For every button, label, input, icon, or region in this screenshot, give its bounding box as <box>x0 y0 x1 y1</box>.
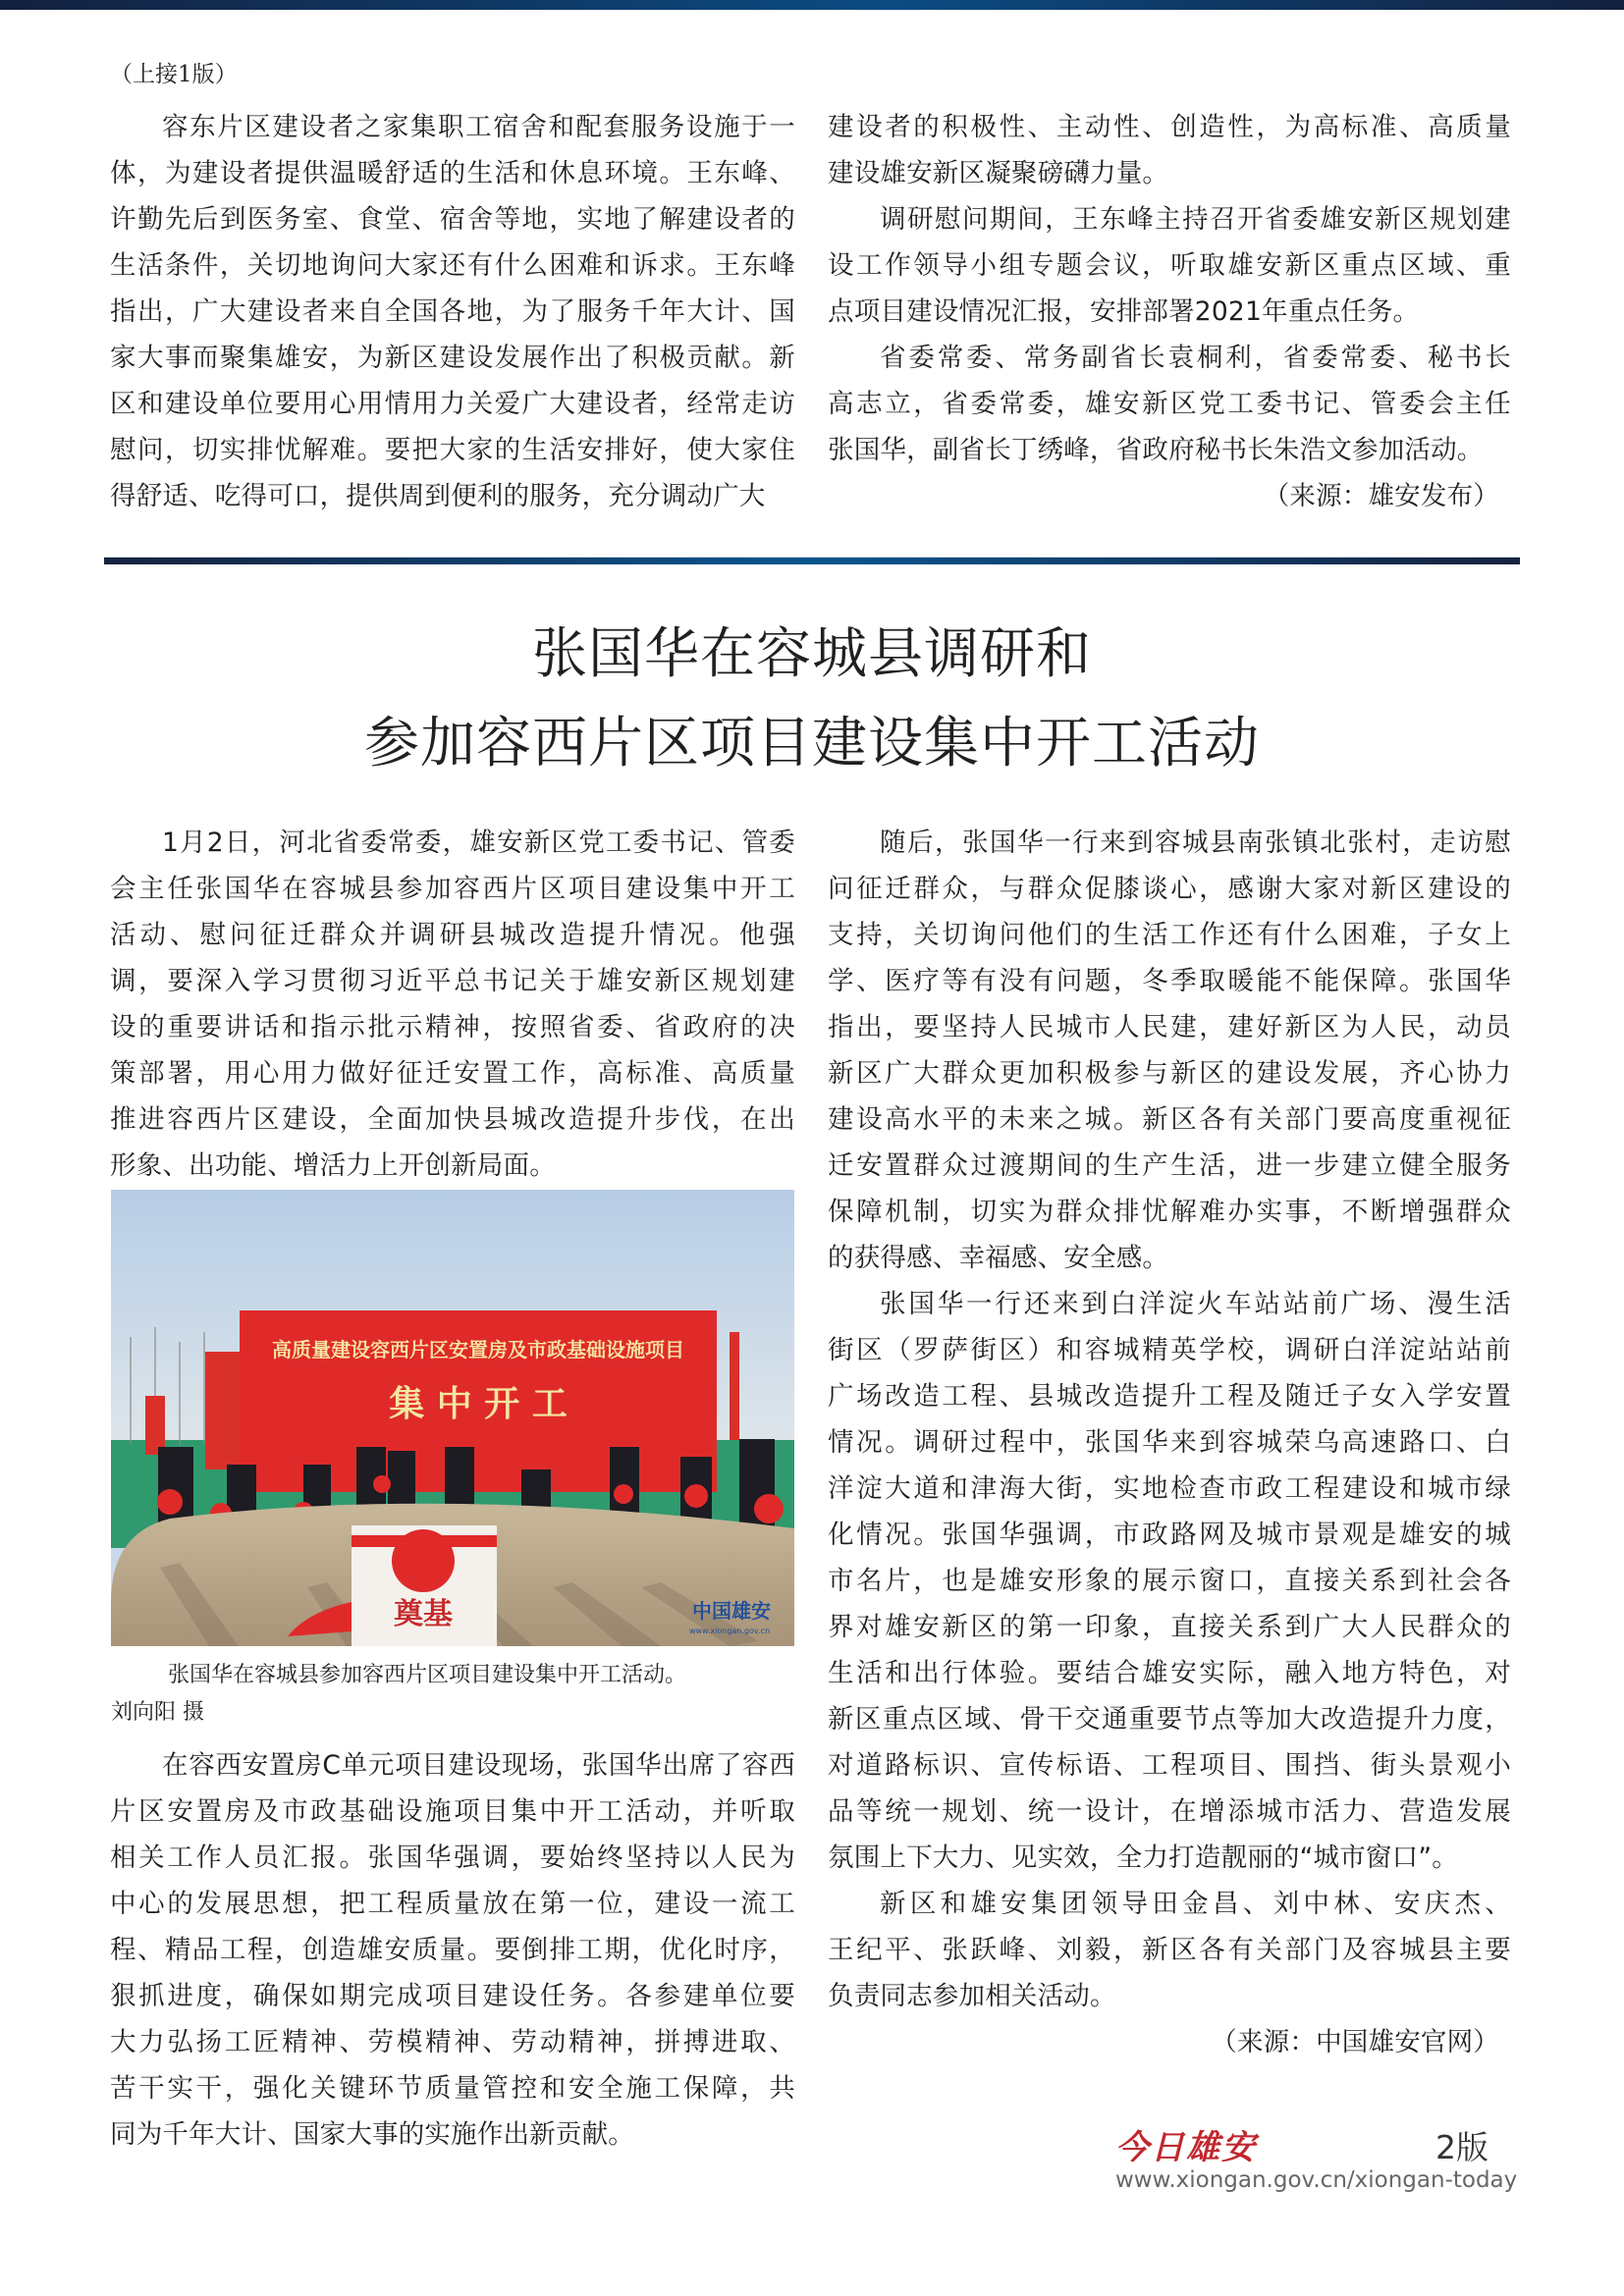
article-left-paragraph-2 <box>110 1742 795 2158</box>
text-line: 氛围上下大力、见实效，全力打造靓丽的“城市窗口”。 <box>828 1842 1458 1873</box>
text-line: 中心的发展思想，把工程质量放在第一位，建设一流工 <box>110 1889 795 1919</box>
text-line: 家大事而聚集雄安，为新区建设发展作出了积极贡献。新 <box>110 343 795 373</box>
text-line: 活动、慰问征迁群众并调研县城改造提升情况。他强 <box>110 920 795 950</box>
text-line: 建设雄安新区凝聚磅礴力量。 <box>828 158 1169 188</box>
text-line: 新区广大群众更加积极参与新区的建设发展，齐心协力 <box>828 1058 1511 1089</box>
text-line: 随后，张国华一行来到容城县南张镇北张村，走访慰 <box>880 828 1511 858</box>
article-left-paragraph-1 <box>110 820 795 1189</box>
text-line: 建设者的积极性、主动性、创造性，为高标准、高质量 <box>828 112 1511 142</box>
text-line: 张国华，副省长丁绣峰，省政府秘书长朱浩文参加活动。 <box>828 435 1484 465</box>
banner-text-2: 集 中 开 工 <box>389 1384 568 1424</box>
banner-text-1: 高质量建设容西片区安置房及市政基础设施项目 <box>272 1338 684 1362</box>
text-line: 在容西安置房C单元项目建设现场，张国华出席了容西 <box>162 1750 795 1781</box>
article-title-line-2: 参加容西片区项目建设集中开工活动 <box>364 712 1260 775</box>
text-line: 问征迁群众，与群众促膝谈心，感谢大家对新区建设的 <box>828 874 1511 904</box>
text-line: 的获得感、幸福感、安全感。 <box>828 1243 1169 1273</box>
section-divider <box>104 557 1520 564</box>
text-line: 新区重点区域、骨干交通重要节点等加大改造提升力度， <box>828 1704 1511 1735</box>
watermark-url: www.xiongan.gov.cn <box>688 1627 771 1635</box>
text-line: 建设高水平的未来之城。新区各有关部门要高度重视征 <box>828 1104 1511 1135</box>
text-line: 负责同志参加相关活动。 <box>828 1981 1116 2011</box>
stone-text: 奠基 <box>394 1597 453 1631</box>
text-line: 指出，广大建设者来自全国各地，为了服务千年大计、国 <box>110 296 795 327</box>
text-line: 保障机制，切实为群众排忧解难办实事，不断增强群众 <box>828 1197 1511 1227</box>
text-line: 区和建设单位要用心用情用力关爱广大建设者，经常走访 <box>110 389 795 419</box>
article-title-line-1: 张国华在容城县调研和 <box>532 622 1092 686</box>
text-line: 狠抓进度，确保如期完成项目建设任务。各参建单位要 <box>110 1981 795 2011</box>
text-line: 调研慰问期间，王东峰主持召开省委雄安新区规划建 <box>880 204 1511 235</box>
caption-text: 张国华在容城县参加容西片区项目建设集中开工活动。 <box>168 1663 687 1687</box>
publication-logo: 今日雄安 <box>1115 2128 1257 2167</box>
photo-illustration <box>111 1190 794 1646</box>
text-line: 广场改造工程、县城改造提升工程及随迁子女入学安置 <box>828 1381 1511 1412</box>
text-line: 王纪平、张跃峰、刘毅，新区各有关部门及容城县主要 <box>828 1935 1511 1965</box>
text-line: 生活和出行体验。要结合雄安实际，融入地方特色，对 <box>828 1658 1511 1688</box>
photo-credit: 刘向阳 摄 <box>111 1700 204 1725</box>
text-line: 支持，关切询问他们的生活工作还有什么困难，子女上 <box>828 920 1511 950</box>
text-line: 慰问，切实排忧解难。要把大家的生活安排好，使大家住 <box>110 435 795 465</box>
text-line: 许勤先后到医务室、食堂、宿舍等地，实地了解建设者的 <box>110 204 795 235</box>
text-line: 化情况。张国华强调，市政路网及城市景观是雄安的城 <box>828 1520 1511 1550</box>
text-line: 容东片区建设者之家集职工宿舍和配套服务设施于一 <box>162 112 795 142</box>
text-line: 策部署，用心用力做好征迁安置工作，高标准、高质量 <box>110 1058 795 1089</box>
text-line: 洋淀大道和津海大街，实地检查市政工程建设和城市绿 <box>828 1473 1511 1504</box>
text-line: 指出，要坚持人民城市人民建，建好新区为人民，动员 <box>828 1012 1511 1042</box>
continued-from-note: （上接1版） <box>110 62 238 87</box>
text-line: 推进容西片区建设，全面加快县城改造提升步伐，在出 <box>110 1104 795 1135</box>
text-line: 得舒适、吃得可口，提供周到便利的服务，充分调动广大 <box>110 481 766 511</box>
text-line: 会主任张国华在容城县参加容西片区项目建设集中开工 <box>110 874 795 904</box>
article-right-column <box>828 820 1511 2065</box>
text-line: 市名片，也是雄安形象的展示窗口，直接关系到社会各 <box>828 1566 1511 1596</box>
text-line: 张国华一行还来到白洋淀火车站站前广场、漫生活 <box>880 1289 1511 1319</box>
text-line: 苦干实干，强化关键环节质量管控和安全施工保障，共 <box>110 2073 795 2104</box>
groundbreaking-photo <box>111 1190 794 1646</box>
text-line: 片区安置房及市政基础设施项目集中开工活动，并听取 <box>110 1796 795 1827</box>
text-line: 相关工作人员汇报。张国华强调，要始终坚持以人民为 <box>110 1842 795 1873</box>
text-line: 同为千年大计、国家大事的实施作出新贡献。 <box>110 2119 634 2150</box>
text-line: 街区（罗萨街区）和容城精英学校，调研白洋淀站站前 <box>828 1335 1511 1365</box>
text-line: 设的重要讲话和指示批示精神，按照省委、省政府的决 <box>110 1012 795 1042</box>
text-line: 品等统一规划、统一设计，在增添城市活力、营造发展 <box>828 1796 1511 1827</box>
text-line: 省委常委、常务副省长袁桐利，省委常委、秘书长 <box>880 343 1511 373</box>
publication-url[interactable]: www.xiongan.gov.cn/xiongan-today <box>1115 2167 1518 2193</box>
text-line: 设工作领导小组专题会议，听取雄安新区重点区域、重 <box>828 250 1511 281</box>
text-line: 程、精品工程，创造雄安质量。要倒排工期，优化时序， <box>110 1935 795 1965</box>
text-line: 学、医疗等有没有问题，冬季取暖能不能保障。张国华 <box>828 966 1511 996</box>
prev-article-left-column <box>110 104 795 519</box>
text-line: 点项目建设情况汇报，安排部署2021年重点任务。 <box>828 296 1420 327</box>
text-line: 体，为建设者提供温暖舒适的生活和休息环境。王东峰、 <box>110 158 795 188</box>
source-credit: （来源：中国雄安官网） <box>1211 2027 1499 2057</box>
photo-caption <box>111 1657 798 1732</box>
text-line: 情况。调研过程中，张国华来到容城荣乌高速路口、白 <box>828 1427 1511 1458</box>
text-line: 新区和雄安集团领导田金昌、刘中林、安庆杰、 <box>880 1889 1511 1919</box>
text-line: 界对雄安新区的第一印象，直接关系到广大人民群众的 <box>828 1612 1511 1642</box>
top-banner-bar <box>0 0 1624 10</box>
watermark-logo: 中国雄安 <box>692 1599 771 1623</box>
page-number: 2版 <box>1435 2128 1489 2166</box>
text-line: 生活条件，关切地询问大家还有什么困难和诉求。王东峰 <box>110 250 795 281</box>
text-line: 大力弘扬工匠精神、劳模精神、劳动精神，拼搏进取、 <box>110 2027 795 2057</box>
text-line: 形象、出功能、增活力上开创新局面。 <box>110 1150 556 1181</box>
text-line: 调，要深入学习贯彻习近平总书记关于雄安新区规划建 <box>110 966 795 996</box>
source-credit: （来源：雄安发布） <box>1263 481 1499 511</box>
text-line: 对道路标识、宣传标语、工程项目、围挡、街头景观小 <box>828 1750 1511 1781</box>
prev-article-right-column <box>828 104 1511 519</box>
text-line: 迁安置群众过渡期间的生产生活，进一步建立健全服务 <box>828 1150 1511 1181</box>
text-line: 高志立，省委常委，雄安新区党工委书记、管委会主任 <box>828 389 1511 419</box>
text-line: 1月2日，河北省委常委，雄安新区党工委书记、管委 <box>162 828 795 858</box>
